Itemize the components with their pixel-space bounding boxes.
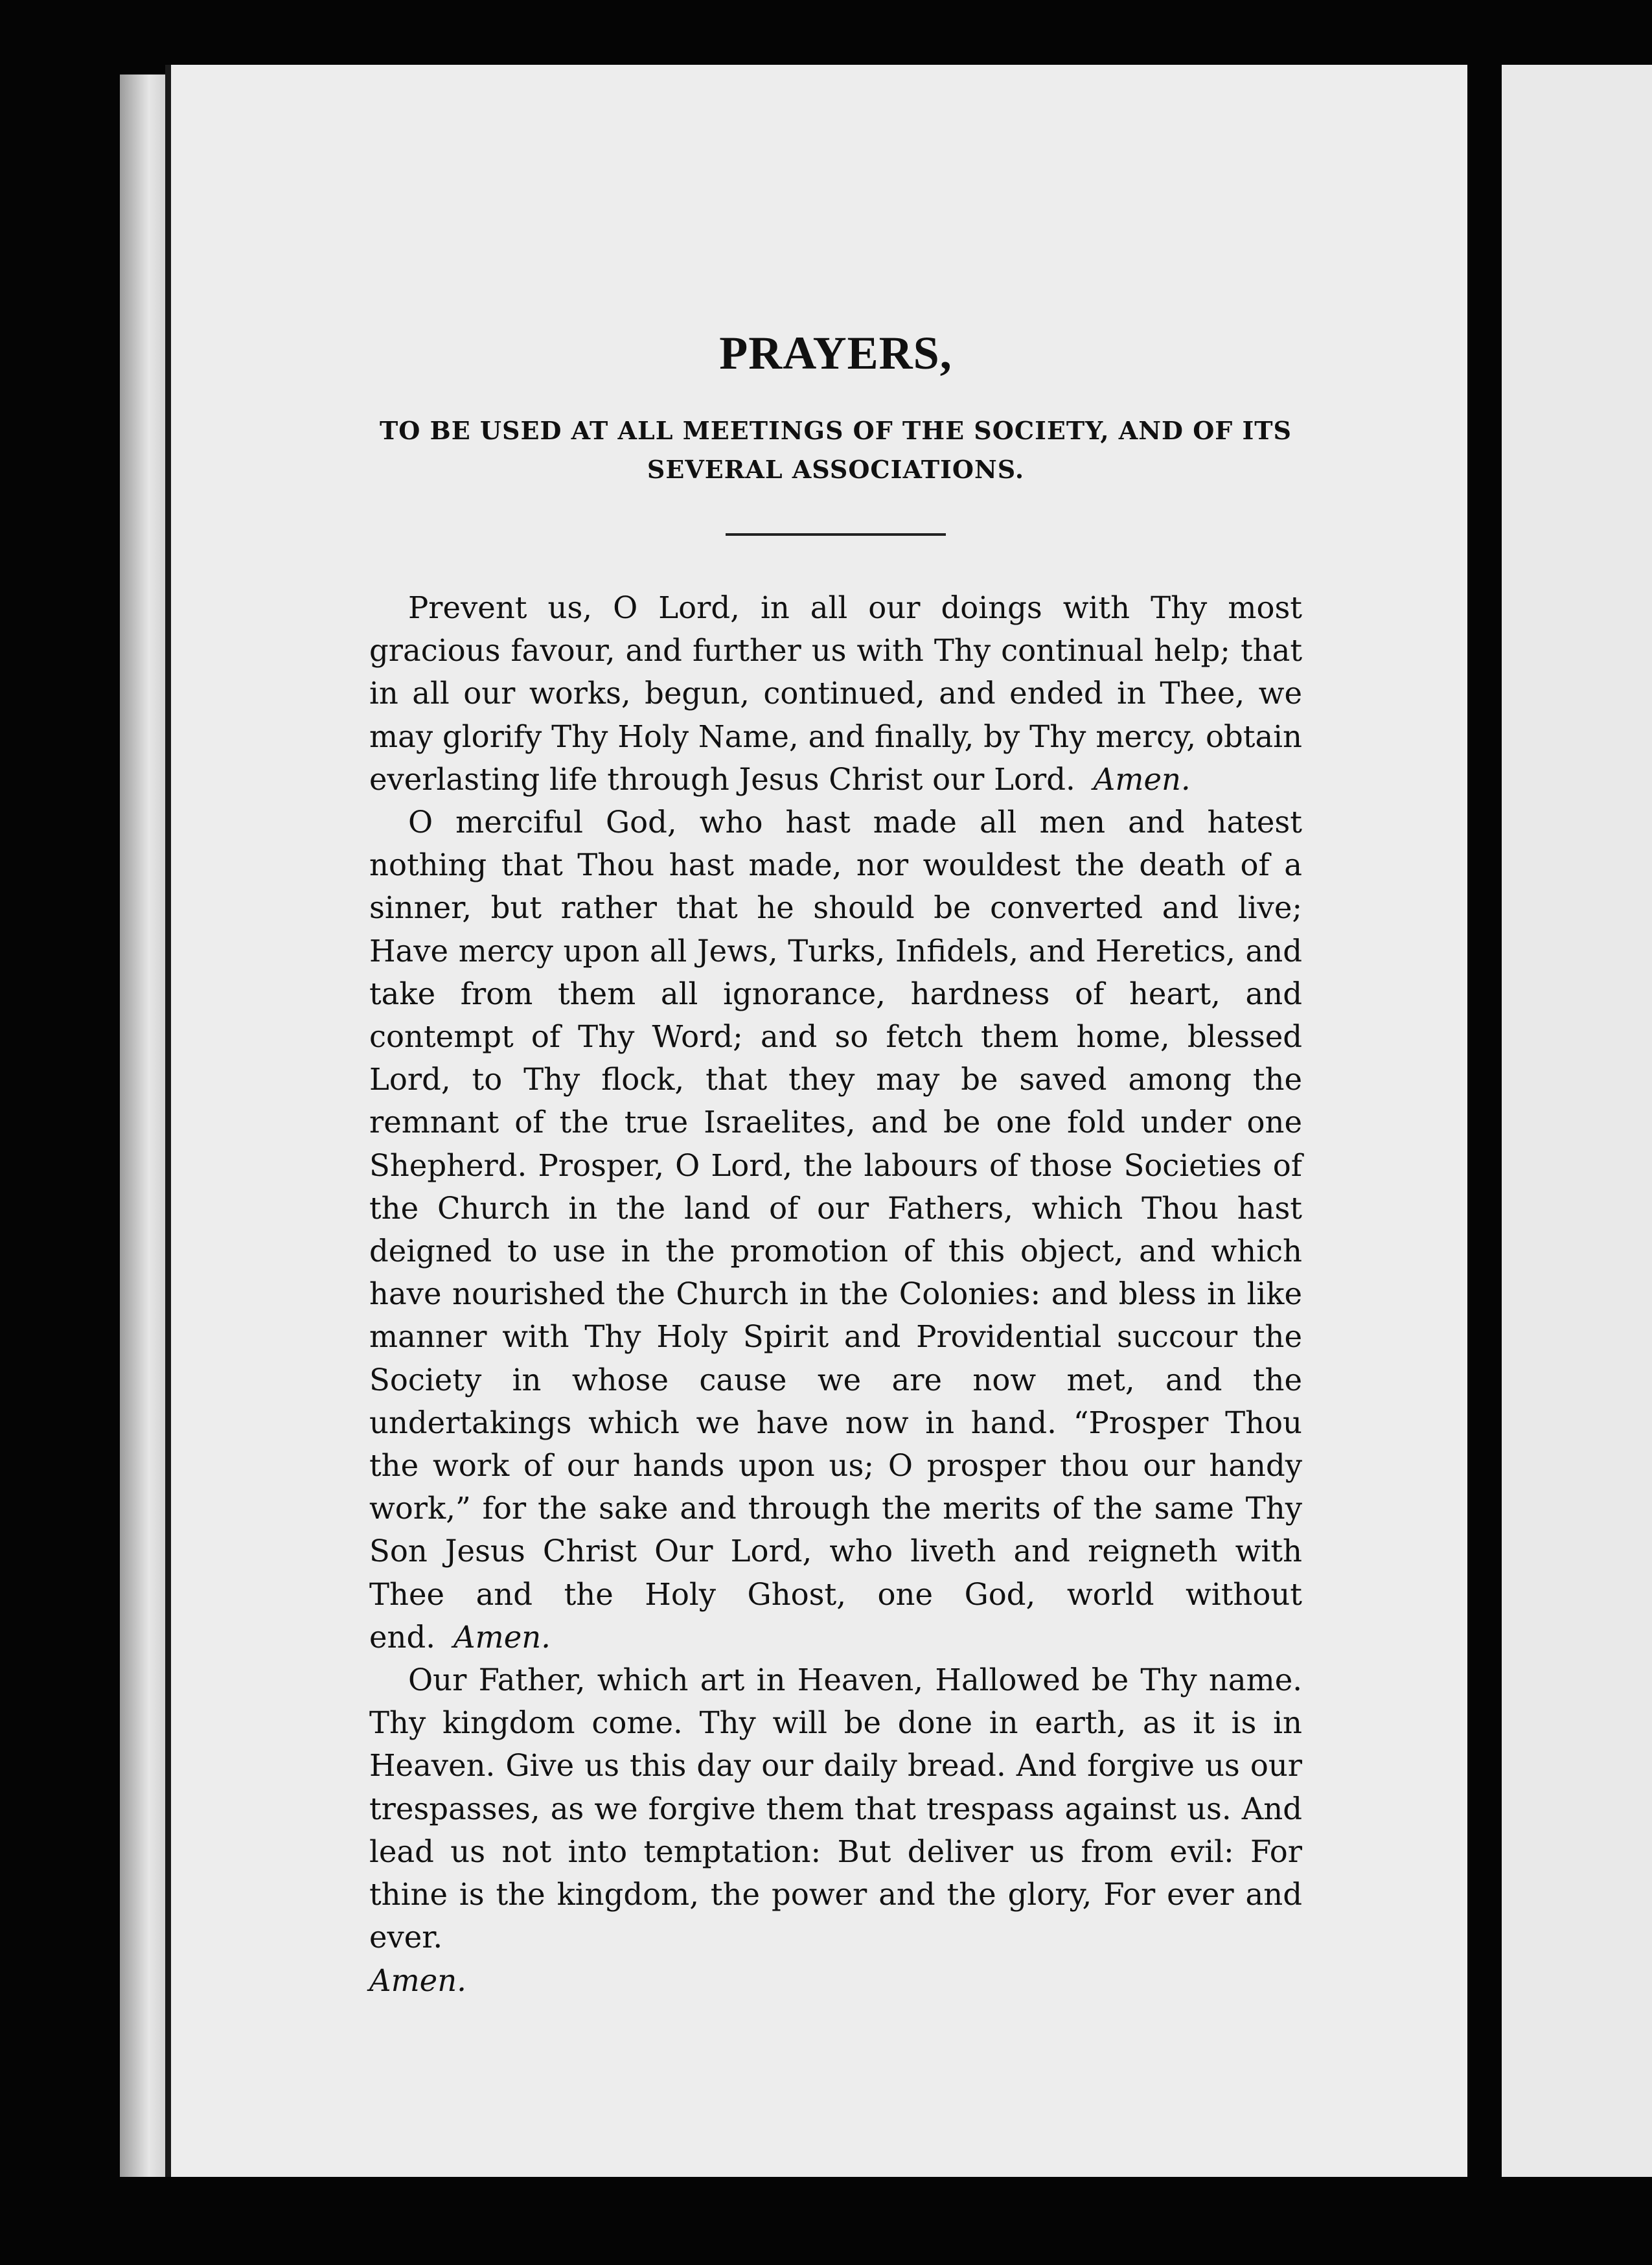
amen-label: Amen.: [1093, 761, 1191, 797]
amen-label: Amen.: [453, 1619, 551, 1655]
page-edge-left: [120, 75, 168, 2190]
page-subtitle: TO BE USED AT ALL MEETINGS OF THE SOCIETY, AND OF ITS SEVERAL ASSOCIATIONS.: [380, 416, 1292, 484]
page-content: [369, 324, 1302, 2002]
amen-label: Amen.: [369, 1962, 466, 1998]
prayer-paragraph-1: [369, 586, 1302, 801]
facing-page: [1502, 65, 1652, 2177]
prayer-text: O merciful God, who hast made all men and hatest nothing that Thou hast made, nor wouldest the death of a sinner, but rather that he should be converted and live; Have mercy upon all Jews, Turks, Infidels, and Heretics, and take from them all ignorance, hardness of heart, and contempt of Thy Word; and so fetch them home, blessed Lord, to Thy flock, that they may be saved among the remnant of the true Israelites, and be one fold under one Shepherd. Prosper, O Lord, the labours of those Societies of the Church in the land of our Fathers, which Thou hast deigned to use in the promotion of this object, and which have nourished the Church in the Colonies: and bless in like manner with Thy Holy Spirit and Providential succour the Society in whose cause we are now met, and the undertakings which we have now in hand. “Prosper Thou the work of our hands upon us; O prosper thou our handy work,” for the sake and through the merits of the same Thy Son Jesus Christ Our Lord, who liveth and reigneth with Thee and the Holy Ghost, one God, world without end.: [369, 805, 1302, 1655]
scan-border: [120, 2177, 1652, 2265]
prayer-text: Our Father, which art in Heaven, Hallowed be Thy name. Thy kingdom come. Thy will be done in earth, as it is in Heaven. Give us this day our daily bread. And forgive us our trespasses, as we forgive them that trespass against us. And lead us not into temptation: But deliver us from evil: For thine is the kingdom, the power and the glory, For ever and ever.: [369, 1662, 1302, 1955]
page-title: PRAYERS,: [719, 327, 952, 379]
prayer-paragraph-2: [369, 801, 1302, 1659]
prayer-text: Prevent us, O Lord, in all our doings with Thy most gracious favour, and further us with Thy continual help; that in all our works, begun, continued, and ended in Thee, we may glorify Thy Holy Name, and finally, by Thy mercy, obtain everlasting life through Jesus Christ our Lord.: [369, 590, 1302, 797]
prayer-paragraph-3: [369, 1659, 1302, 2002]
divider-rule: [726, 533, 946, 536]
